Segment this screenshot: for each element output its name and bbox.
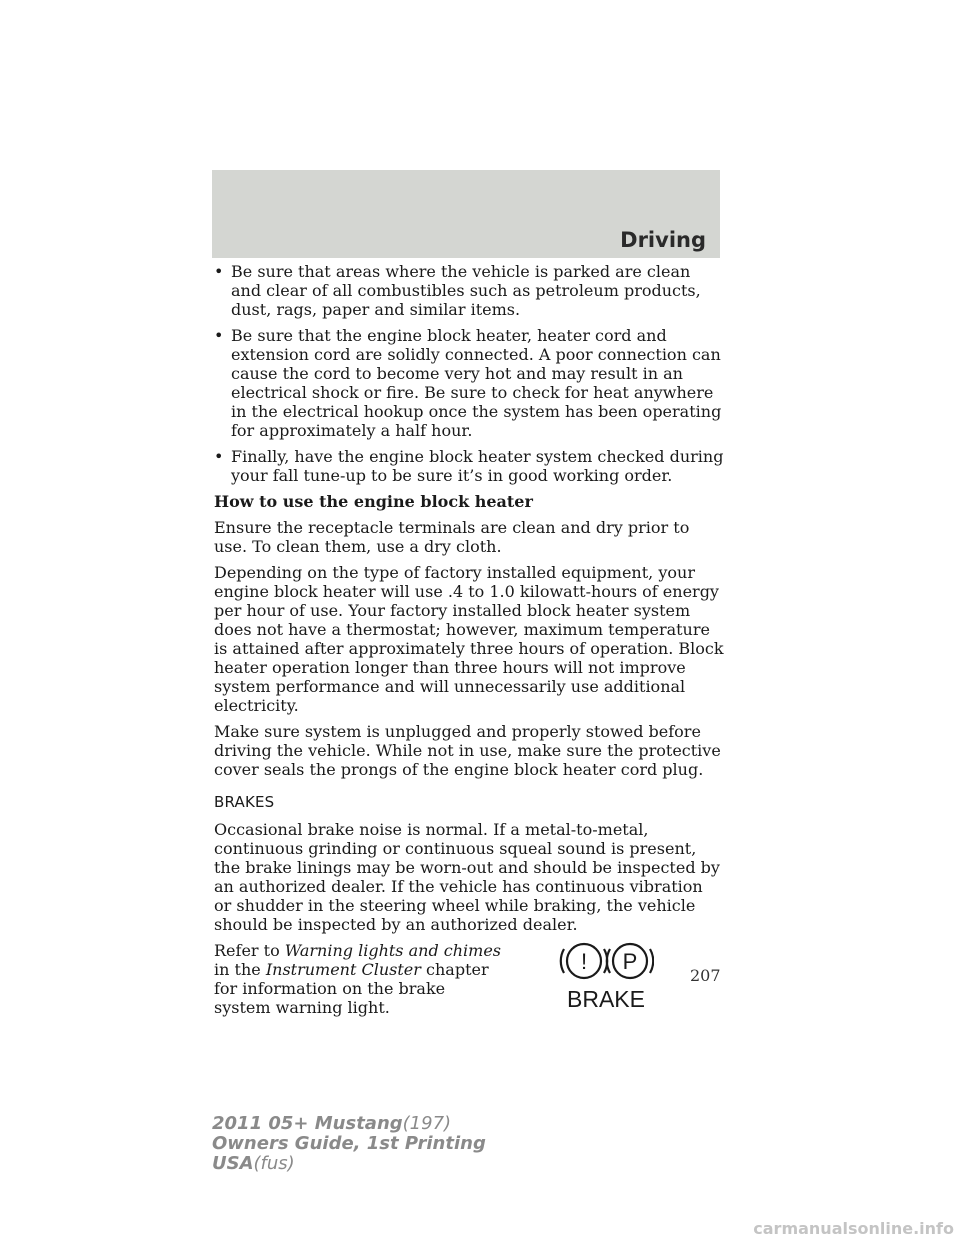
footer-market: USA	[212, 1153, 254, 1174]
brake-reference-row	[214, 941, 724, 1021]
exclaim-arc-left	[561, 949, 564, 973]
instrument-cluster-reference: Instrument Cluster	[265, 960, 421, 979]
block-heater-paragraph-3: Make sure system is unplugged and properly stowed before driving the vehicle. While not in use, make sure the protective cover seals the prongs of the engine block heater cord plug.	[214, 722, 721, 779]
park-arc-left	[607, 949, 610, 973]
block-heater-heading: How to use the engine block heater	[214, 492, 533, 511]
brake-label: BRAKE	[567, 986, 645, 1011]
bullet-text: Be sure that areas where the vehicle is parked are clean and clear of all combustibles such as petroleum products, dust, rags, paper and similar items.	[231, 262, 701, 319]
footer-line-3	[212, 1154, 486, 1174]
brakes-paragraph: Occasional brake noise is normal. If a metal-to-metal, continuous grinding or continuous squeal sound is present, the brake linings may be worn-out and should be inspected by an authorized dealer. If the vehicle has continuous vibration or shudder in the steering wheel while braking, the vehicle should be inspected by an authorized dealer.	[214, 820, 720, 934]
site-watermark: carmanualsonline.info	[753, 1219, 954, 1238]
bullet-item	[214, 447, 724, 485]
footer-line-2: Owners Guide, 1st Printing	[212, 1133, 486, 1154]
section-header-band	[212, 170, 720, 258]
refer-prefix: Refer to	[214, 941, 280, 960]
footer-model: 2011 05+ Mustang	[212, 1113, 403, 1134]
footer-line-1	[212, 1114, 486, 1134]
bullet-item	[214, 326, 724, 440]
bullet-text: Finally, have the engine block heater system checked during your fall tune-up to be sure it’s in good working order.	[231, 447, 724, 485]
print-footer	[212, 1114, 486, 1174]
footer-model-code: (197)	[402, 1113, 452, 1134]
brake-warning-icon	[558, 941, 654, 1011]
park-glyph: P	[622, 949, 638, 974]
bullet-symbol: •	[214, 447, 224, 466]
page-content	[214, 262, 724, 1021]
warning-lights-reference: Warning lights and chimes	[284, 941, 502, 960]
bullet-symbol: •	[214, 326, 224, 345]
refer-suffix: chapter for information on the brake system warning light.	[214, 960, 489, 1017]
block-heater-paragraph-2: Depending on the type of factory installed equipment, your engine block heater will use .4 to 1.0 kilowatt-hours of energy per hour of use. Your factory installed block heater system does not have a thermostat; however, maximum temperature is attained after approximately three hours of operation. Block heater operation longer than three hours will not improve system performance and will unnecessarily use additional electricity.	[214, 563, 724, 715]
brake-reference-text	[214, 941, 504, 1017]
bullet-symbol: •	[214, 262, 224, 281]
exclaim-glyph: !	[580, 949, 588, 974]
page-number: 207	[690, 966, 721, 985]
refer-mid: in the	[214, 960, 261, 979]
footer-market-code: (fus)	[253, 1153, 295, 1174]
bullet-text: Be sure that the engine block heater, heater cord and extension cord are solidly connected. A poor connection can cause the cord to become very hot and may result in an electrical shock or fire. Be sure to check for heat anywhere in the electrical hookup once the system has been operating for approximately a half hour.	[231, 326, 722, 440]
section-title: Driving	[620, 228, 706, 252]
block-heater-paragraph-1: Ensure the receptacle terminals are clean and dry prior to use. To clean them, use a dry cloth.	[214, 518, 690, 556]
bullet-item	[214, 262, 724, 319]
park-arc-right	[650, 949, 653, 973]
brakes-heading: BRAKES	[214, 793, 275, 811]
